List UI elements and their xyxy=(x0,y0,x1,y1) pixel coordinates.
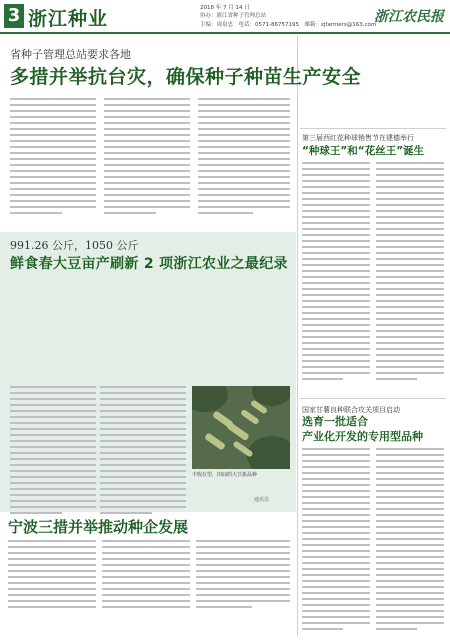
story3-body-col2 xyxy=(102,540,190,612)
story2-byline: 通讯员 xyxy=(254,497,270,503)
paper-logo: 浙江农民报 xyxy=(374,9,444,25)
right-rule-top xyxy=(300,128,446,129)
right2-body-col2 xyxy=(376,448,444,634)
photo-caption: 丰收在望，田间的大豆新品种 xyxy=(192,472,258,478)
right1-headline: “种球王”和“花丝王”诞生 xyxy=(302,145,425,157)
page-number: 3 xyxy=(4,4,24,28)
column-divider xyxy=(297,36,298,636)
right1-body-col1 xyxy=(302,162,370,384)
story3-body-col1 xyxy=(8,540,96,612)
right2-kicker: 国家甘薯良种联合攻关项目启动 xyxy=(302,406,400,414)
story1-body-col2 xyxy=(104,98,190,218)
story1-body-col3 xyxy=(198,98,290,218)
story2-body-col1 xyxy=(10,386,96,518)
masthead xyxy=(0,0,450,34)
right1-kicker: 第三届西红花种球销售节在建德举行 xyxy=(302,134,414,142)
story1-body-col1 xyxy=(10,98,96,218)
story1-headline: 多措并举抗台灾，确保种子种苗生产安全 xyxy=(10,66,362,88)
soybean-photo xyxy=(192,386,290,469)
story1-kicker: 省种子管理总站要求各地 xyxy=(10,48,131,61)
right1-body-col2 xyxy=(376,162,444,384)
story2-kicker: 991.26 公斤，1050 公斤 xyxy=(10,239,139,252)
right2-headline-line2: 产业化开发的专用型品种 xyxy=(302,430,423,443)
section-title: 浙江种业 xyxy=(28,8,109,30)
story3-headline: 宁波三措并举推动种企发展 xyxy=(8,518,189,536)
right2-headline-line1: 选育一批适合 xyxy=(302,415,368,428)
story2-headline: 鲜食春大豆亩产刷新 2 项浙江农业之最纪录 xyxy=(10,256,288,272)
story3-body-col3 xyxy=(196,540,290,612)
editor-line: 协办：浙江省种子管理总站 xyxy=(200,13,267,19)
date-line: 2018 年 7 月 14 日 xyxy=(200,5,250,11)
right2-body-col1 xyxy=(302,448,370,634)
right-rule-mid xyxy=(300,398,446,399)
right2-headline xyxy=(302,414,423,444)
contact-line: 主编：周泉忠 电话：0571-86757195 邮箱：zjfarmers@163.com xyxy=(200,22,377,28)
story2-body-col2 xyxy=(100,386,186,518)
